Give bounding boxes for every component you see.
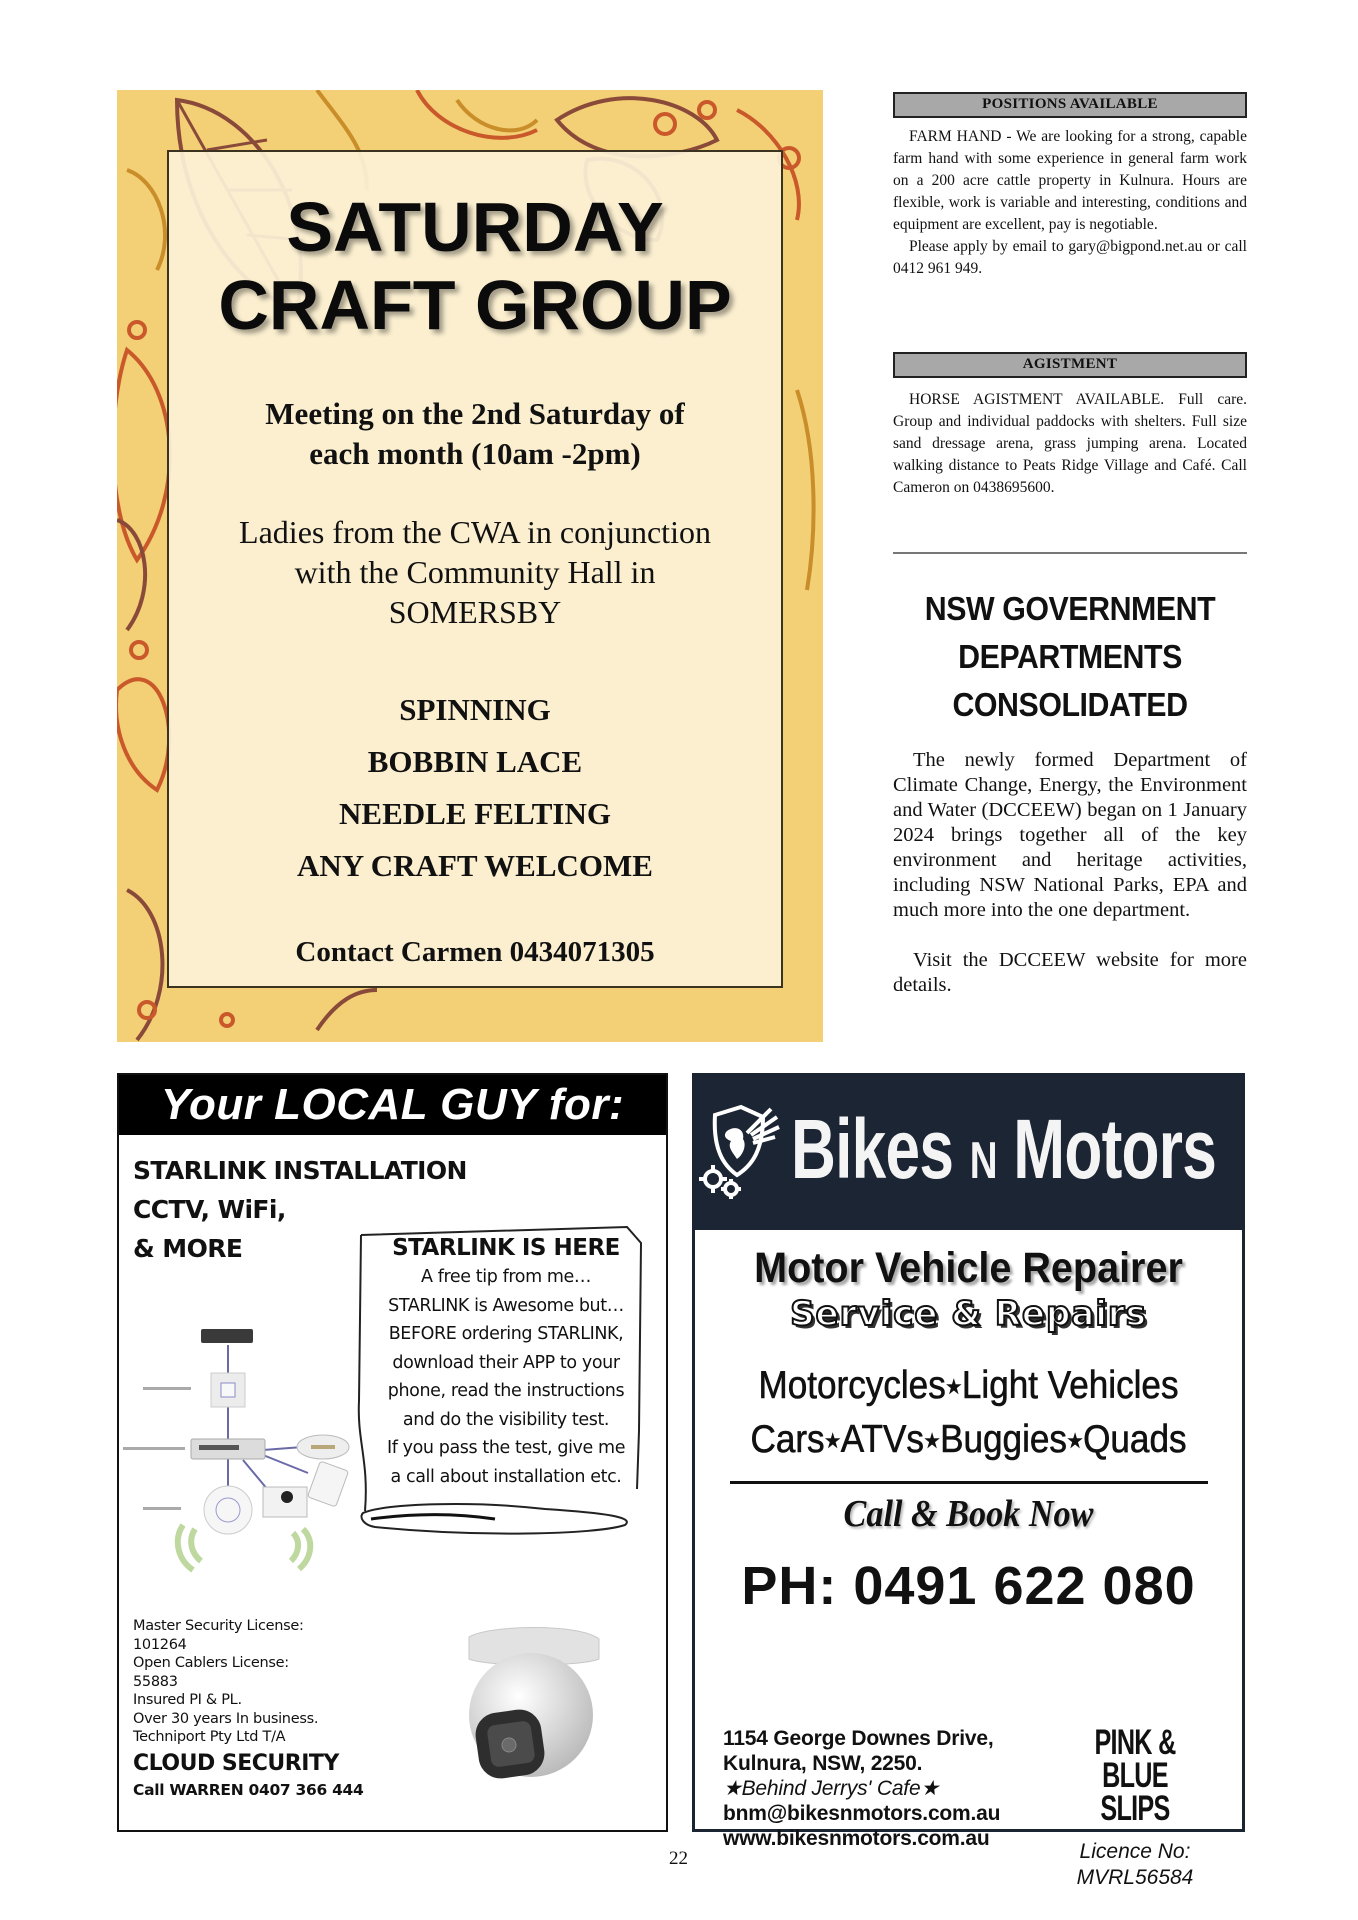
section-divider [893,552,1247,554]
bikes-banner [695,1076,1242,1230]
service-item: CCTV, WiFi, [133,1195,286,1224]
vehicle-types [722,1360,1214,1467]
agistment-section [893,352,1247,499]
craft-item: BOBBIN LACE [367,744,583,779]
title-line-1: SATURDAY [286,188,664,266]
pink-blue-slips [1050,1723,1220,1891]
bubble-line: BEFORE ordering STARLINK, [388,1324,624,1344]
star-icon: ★ [1066,1430,1084,1453]
craft-contact: Contact Carmen 0434071305 [295,936,655,968]
vehicle-type: Buggies [940,1417,1067,1461]
bubble-title: STARLINK IS HERE [392,1235,620,1261]
craft-item: ANY CRAFT WELCOME [297,848,653,883]
nsw-title-line-2: DEPARTMENTS [958,638,1182,675]
positions-contact: Please apply by email to gary@bigpond.net.au or call 0412 961 949. [893,238,1247,277]
pegasus-shield-gears-icon [697,1101,787,1201]
bikes-phone: PH: 0491 622 080 [741,1556,1196,1617]
title-line-2: CRAFT GROUP [218,266,732,344]
bikes-email: bnm@bikesnmotors.com.au [723,1802,1001,1825]
positions-header: POSITIONS AVAILABLE [893,92,1247,118]
local-guy-banner: Your LOCAL GUY for: [119,1075,666,1135]
brand-word: N [969,1132,997,1190]
info-line: Master Security License: [133,1618,304,1634]
brand-word: Motors [1013,1102,1217,1196]
licence-number: MVRL56584 [1076,1866,1194,1889]
meeting-line-2: each month (10am -2pm) [309,436,641,471]
vehicle-types-line-1 [722,1360,1214,1414]
nsw-paragraph: Visit the DCCEEW website for more details. [893,949,1247,996]
organiser-line-2: with the Community Hall in [294,554,656,590]
info-line: Techniport Pty Ltd T/A [133,1729,286,1745]
bikes-headline: Motor Vehicle Repairer [754,1244,1183,1292]
craft-group-flyer [117,90,823,1042]
bikes-n-motors-ad [692,1073,1245,1889]
service-item: & MORE [133,1234,243,1263]
agistment-body [893,389,1247,499]
bubble-line: If you pass the test, give me [386,1438,626,1458]
info-line: Over 30 years In business. [133,1710,319,1727]
bubble-line: download their APP to your [392,1352,620,1373]
organiser-line-1: Ladies from the CWA in conjunction [239,514,711,550]
call-book-now: Call & Book Now [843,1493,1094,1536]
craft-item: NEEDLE FELTING [339,796,611,831]
craft-flyer-panel [167,150,783,988]
agistment-paragraph: HORSE AGISTMENT AVAILABLE. Full care. Group and individual paddocks with shelters. Full size sand dressage arena, grass jumping arena. Located walking distance to Peats Ridge Village and Café. Call Cameron on 0438695600. [893,391,1247,496]
bubble-line: and do the visibility test. [402,1409,610,1430]
network-diagram-icon [123,1315,363,1575]
star-icon: ★ [945,1376,962,1399]
bubble-text [361,1233,651,1491]
craft-flyer-title [169,188,781,344]
bikes-brand-name [791,1104,1216,1206]
vehicle-type: ATVs [840,1417,924,1461]
craft-item: SPINNING [399,692,551,727]
security-camera-icon [449,1615,619,1795]
meeting-time [169,394,781,474]
company-name: CLOUD SECURITY [133,1750,339,1776]
address-line: 1154 George Downes Drive, [723,1727,994,1750]
license-info [133,1617,364,1801]
craft-list [169,684,781,892]
nsw-paragraph: The newly formed Department of Climate Change, Energy, the Environment and Water (DCCEEW) began on 1 January 2024 brings together all of the key environment and heritage activities, including NSW National Parks, EPA and much more into the one department. [893,749,1247,921]
behind-cafe-note: ★Behind Jerrys' Cafe★ [723,1777,940,1800]
positions-paragraph: FARM HAND - We are looking for a strong, capable farm hand with some experience in general farm work on a 200 acre cattle property in Kulnura. Hours are flexible, work is variable and interesting, conditions and equipment are excellent, pay is negotiable. [893,128,1247,233]
bikes-website: www.bikesnmotors.com.au [723,1827,990,1850]
info-line: 101264 [133,1636,187,1653]
vehicle-types-line-2 [722,1414,1214,1468]
bikes-subheadline: Service & Repairs [790,1294,1147,1334]
slips-line: SLIPS [1100,1789,1170,1828]
vehicle-type: Quads [1083,1417,1187,1461]
bubble-line: phone, read the instructions [387,1381,625,1401]
licence-label: Licence No: [1079,1840,1191,1863]
address-line: Kulnura, NSW, 2250. [723,1752,923,1775]
vehicle-type: Motorcycles [758,1364,946,1407]
bubble-line: A free tip from me… [421,1267,591,1287]
local-guy-ad [117,1073,668,1832]
meeting-line-1: Meeting on the 2nd Saturday of [265,396,685,431]
star-icon: ★ [923,1430,941,1453]
page-number: 22 [669,1848,688,1869]
nsw-article-body [893,748,1247,998]
star-icon: ★ [824,1430,841,1453]
nsw-title-line-3: CONSOLIDATED [952,686,1188,723]
nsw-article-title [907,585,1233,729]
organiser-line-3: SOMERSBY [388,594,562,630]
bikes-address-block [723,1726,1000,1851]
info-line: Open Cablers License: [133,1655,289,1671]
starlink-tip-bubble [355,1221,655,1551]
bubble-line: STARLINK is Awesome but… [388,1295,624,1316]
agistment-header: AGISTMENT [893,352,1247,378]
nsw-title-line-1: NSW GOVERNMENT [924,590,1216,627]
slips-title [1074,1723,1196,1828]
organiser-text [169,512,781,632]
licence-info [1050,1839,1220,1891]
info-line: Insured PI & PL. [133,1692,242,1708]
vehicle-type: Cars [750,1417,825,1461]
bubble-line: a call about installation etc. [390,1466,622,1487]
bikes-content [695,1230,1242,1618]
info-line: 55883 [133,1673,178,1690]
call-warren: Call WARREN 0407 366 444 [133,1780,364,1799]
slips-line: PINK & BLUE [1094,1723,1176,1795]
bikes-divider [730,1481,1208,1484]
vehicle-type: Light Vehicles [961,1364,1179,1407]
positions-available-section [893,92,1247,280]
brand-word: Bikes [791,1102,954,1196]
service-item: STARLINK INSTALLATION [133,1156,467,1185]
positions-body [893,126,1247,280]
